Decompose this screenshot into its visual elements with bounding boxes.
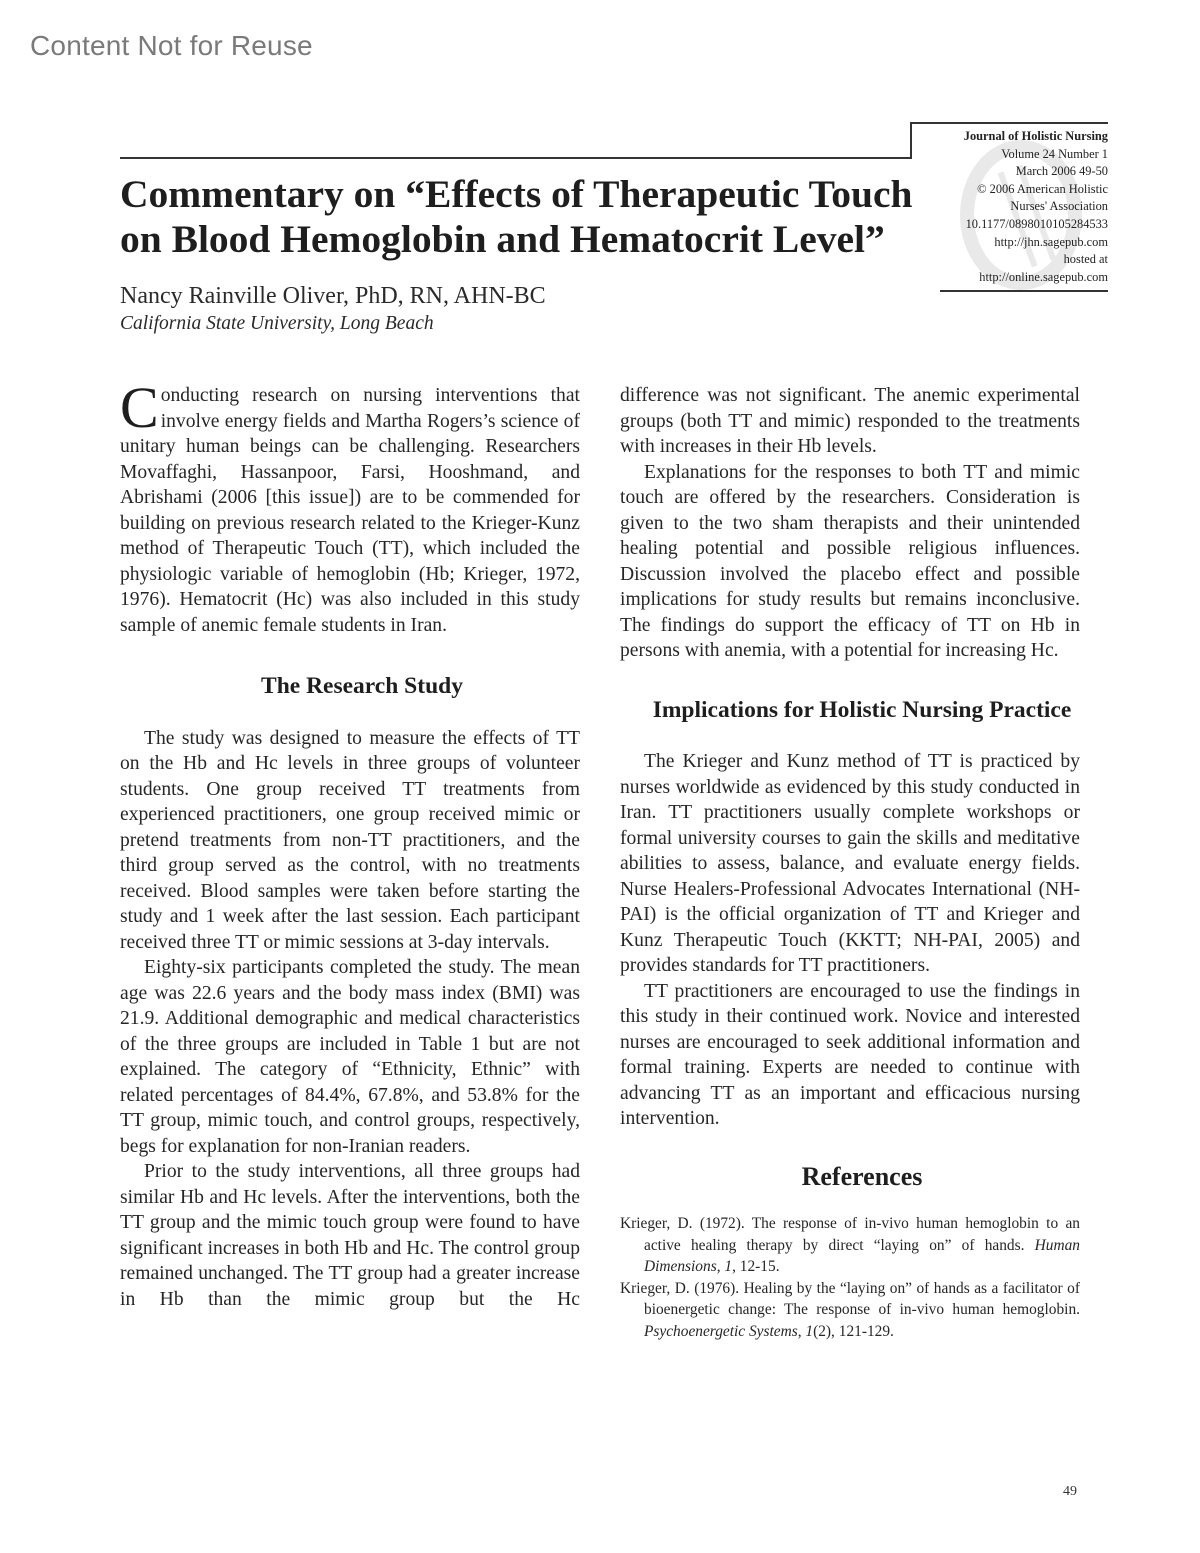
journal-hosted-label: hosted at xyxy=(1063,252,1108,267)
header-rule-right xyxy=(910,122,1108,124)
body-paragraph: Prior to the study interventions, all three groups had similar Hb and Hc levels. After the interventions, both the TT group and the mimic touch group were found to have significant increases in both Hb and Hc. The control group remained unchanged. The TT group had a greater increase in Hb than the mimic group but the Hc xyxy=(120,1161,580,1310)
reference-pages: , 12-15. xyxy=(732,1258,780,1276)
journal-url[interactable]: http://jhn.sagepub.com xyxy=(994,234,1108,249)
body-paragraph: Explanations for the responses to both TT and mimic touch are offered by the researchers. Consideration is given to the two sham therapists and their unintended healing potential and possible religious influences. Discussion involved the placebo effect and possible implications for study results but remains inconclusive. The findings do support the efficacy of TT on Hb in persons with anemia, with a potential for increasing Hc. xyxy=(620,461,1080,661)
page-number: 49 xyxy=(1063,1484,1077,1499)
reference-text: Krieger, D. (1976). Healing by the “laying on” of hands as a facilitator of bioenergetic change: The response of in-vivo human hemoglobin. xyxy=(620,1279,1080,1319)
intro-text: onducting research on nursing interventions that involve energy fields and Martha Rogers’s science of unitary human beings can be challenging. Researchers Movaffaghi, Hassanpoor, Farsi, Hooshmand, and Abrishami (2006 [this issue]) are to be commended for building on previous research related to the Krieger-Kunz method of Therapeutic Touch (TT), which included the physiologic variable of hemoglobin (Hb; Krieger, 1972, 1976). Hematocrit (Hc) was also included in this study sample of anemic female students in Iran. xyxy=(120,385,580,636)
journal-host-url[interactable]: http://online.sagepub.com xyxy=(979,269,1108,284)
journal-name: Journal of Holistic Nursing xyxy=(963,129,1108,143)
reference-volume: 1 xyxy=(805,1322,814,1340)
section-heading-references: References xyxy=(801,1161,923,1191)
left-column xyxy=(120,375,580,1312)
drop-cap: C xyxy=(120,375,159,440)
body-paragraph: TT practitioners are encouraged to use the findings in this study in their continued work. Novice and interested nurses are encouraged to seek additional information and formal training. Experts are needed to continue with advancing TT as an important and efficacious nursing intervention. xyxy=(620,980,1080,1129)
author-name: Nancy Rainville Oliver, PhD, RN, AHN-BC xyxy=(120,283,546,309)
journal-doi: 10.1177/0898010105284533 xyxy=(965,216,1108,231)
header-rule-step xyxy=(910,122,912,159)
section-heading-implications: Implications for Holistic Nursing Practice xyxy=(652,696,1072,723)
intro-paragraph xyxy=(120,375,580,638)
body-paragraph: The Krieger and Kunz method of TT is practiced by nurses worldwide as evidenced by this study conducted in Iran. TT practitioners usually complete workshops or formal university courses to gain the skills and meditative abilities to assess, balance, and evaluate energy fields. Nurse Healers-Professional Advocates International (NH-PAI) is the official organization of TT and Krieger and Kunz Therapeutic Touch (KKTT; NH-PAI, 2005) and provides standards for TT practitioners. xyxy=(620,751,1080,976)
title-line-2: on Blood Hemoglobin and Hematocrit Level” xyxy=(120,217,885,261)
journal-volume: Volume 24 Number 1 xyxy=(1001,146,1108,161)
author-affiliation: California State University, Long Beach xyxy=(120,313,434,334)
journal-date-pages: March 2006 49-50 xyxy=(1015,164,1108,179)
reference-journal: Psychoenergetic Systems xyxy=(644,1322,798,1340)
journal-copyright: © 2006 American Holistic xyxy=(977,181,1108,196)
reference-item xyxy=(620,1213,1080,1278)
reference-item xyxy=(620,1278,1080,1343)
reference-volume: 1 xyxy=(724,1258,733,1276)
reference-journal: Human Dimensions xyxy=(644,1236,1080,1276)
journal-info xyxy=(930,128,1108,286)
reference-text: Krieger, D. (1972). The response of in-vivo human hemoglobin to an active healing therapy by direct “laying on” of hands. xyxy=(620,1215,1080,1254)
section-heading-research-study: The Research Study xyxy=(261,673,463,699)
right-column xyxy=(620,383,1080,1343)
watermark: Content Not for Reuse xyxy=(30,30,313,61)
body-paragraph: The study was designed to measure the effects of TT on the Hb and Hc levels in three groups of volunteer students. One group received TT treatments from experienced practitioners, one group received mimic or pretend treatments from non-TT practitioners, and the third group served as the control, with no treatments received. Blood samples were taken before starting the study and 1 week after the last session. Each participant received three TT or mimic sessions at 3-day intervals. xyxy=(120,727,580,953)
article-title xyxy=(120,172,920,262)
title-line-1: Commentary on “Effects of Therapeutic Touch xyxy=(120,172,913,216)
header-rule-left xyxy=(120,157,912,159)
body-paragraph: Eighty-six participants completed the study. The mean age was 22.6 years and the body mass index (BMI) was 21.9. Additional demographic and medical characteristics of the three groups are included in Table 1 but are not explained. The category of “Ethnicity, Ethnic” with related percentages of 84.4%, 67.8%, and 53.8% for the TT group, mimic touch, and control groups, respectively, begs for explanation for non-Iranian readers. xyxy=(120,957,580,1157)
reference-sep: , xyxy=(716,1258,725,1276)
journal-copyright-2: Nurses' Association xyxy=(1010,199,1108,214)
reference-pages: (2), 121-129. xyxy=(813,1322,894,1340)
journal-box-bottom-rule xyxy=(940,290,1108,292)
reference-sep: , xyxy=(797,1322,806,1340)
body-paragraph: difference was not significant. The anemic experimental groups (both TT and mimic) responded to the treatments with increases in their Hb levels. xyxy=(620,385,1080,457)
